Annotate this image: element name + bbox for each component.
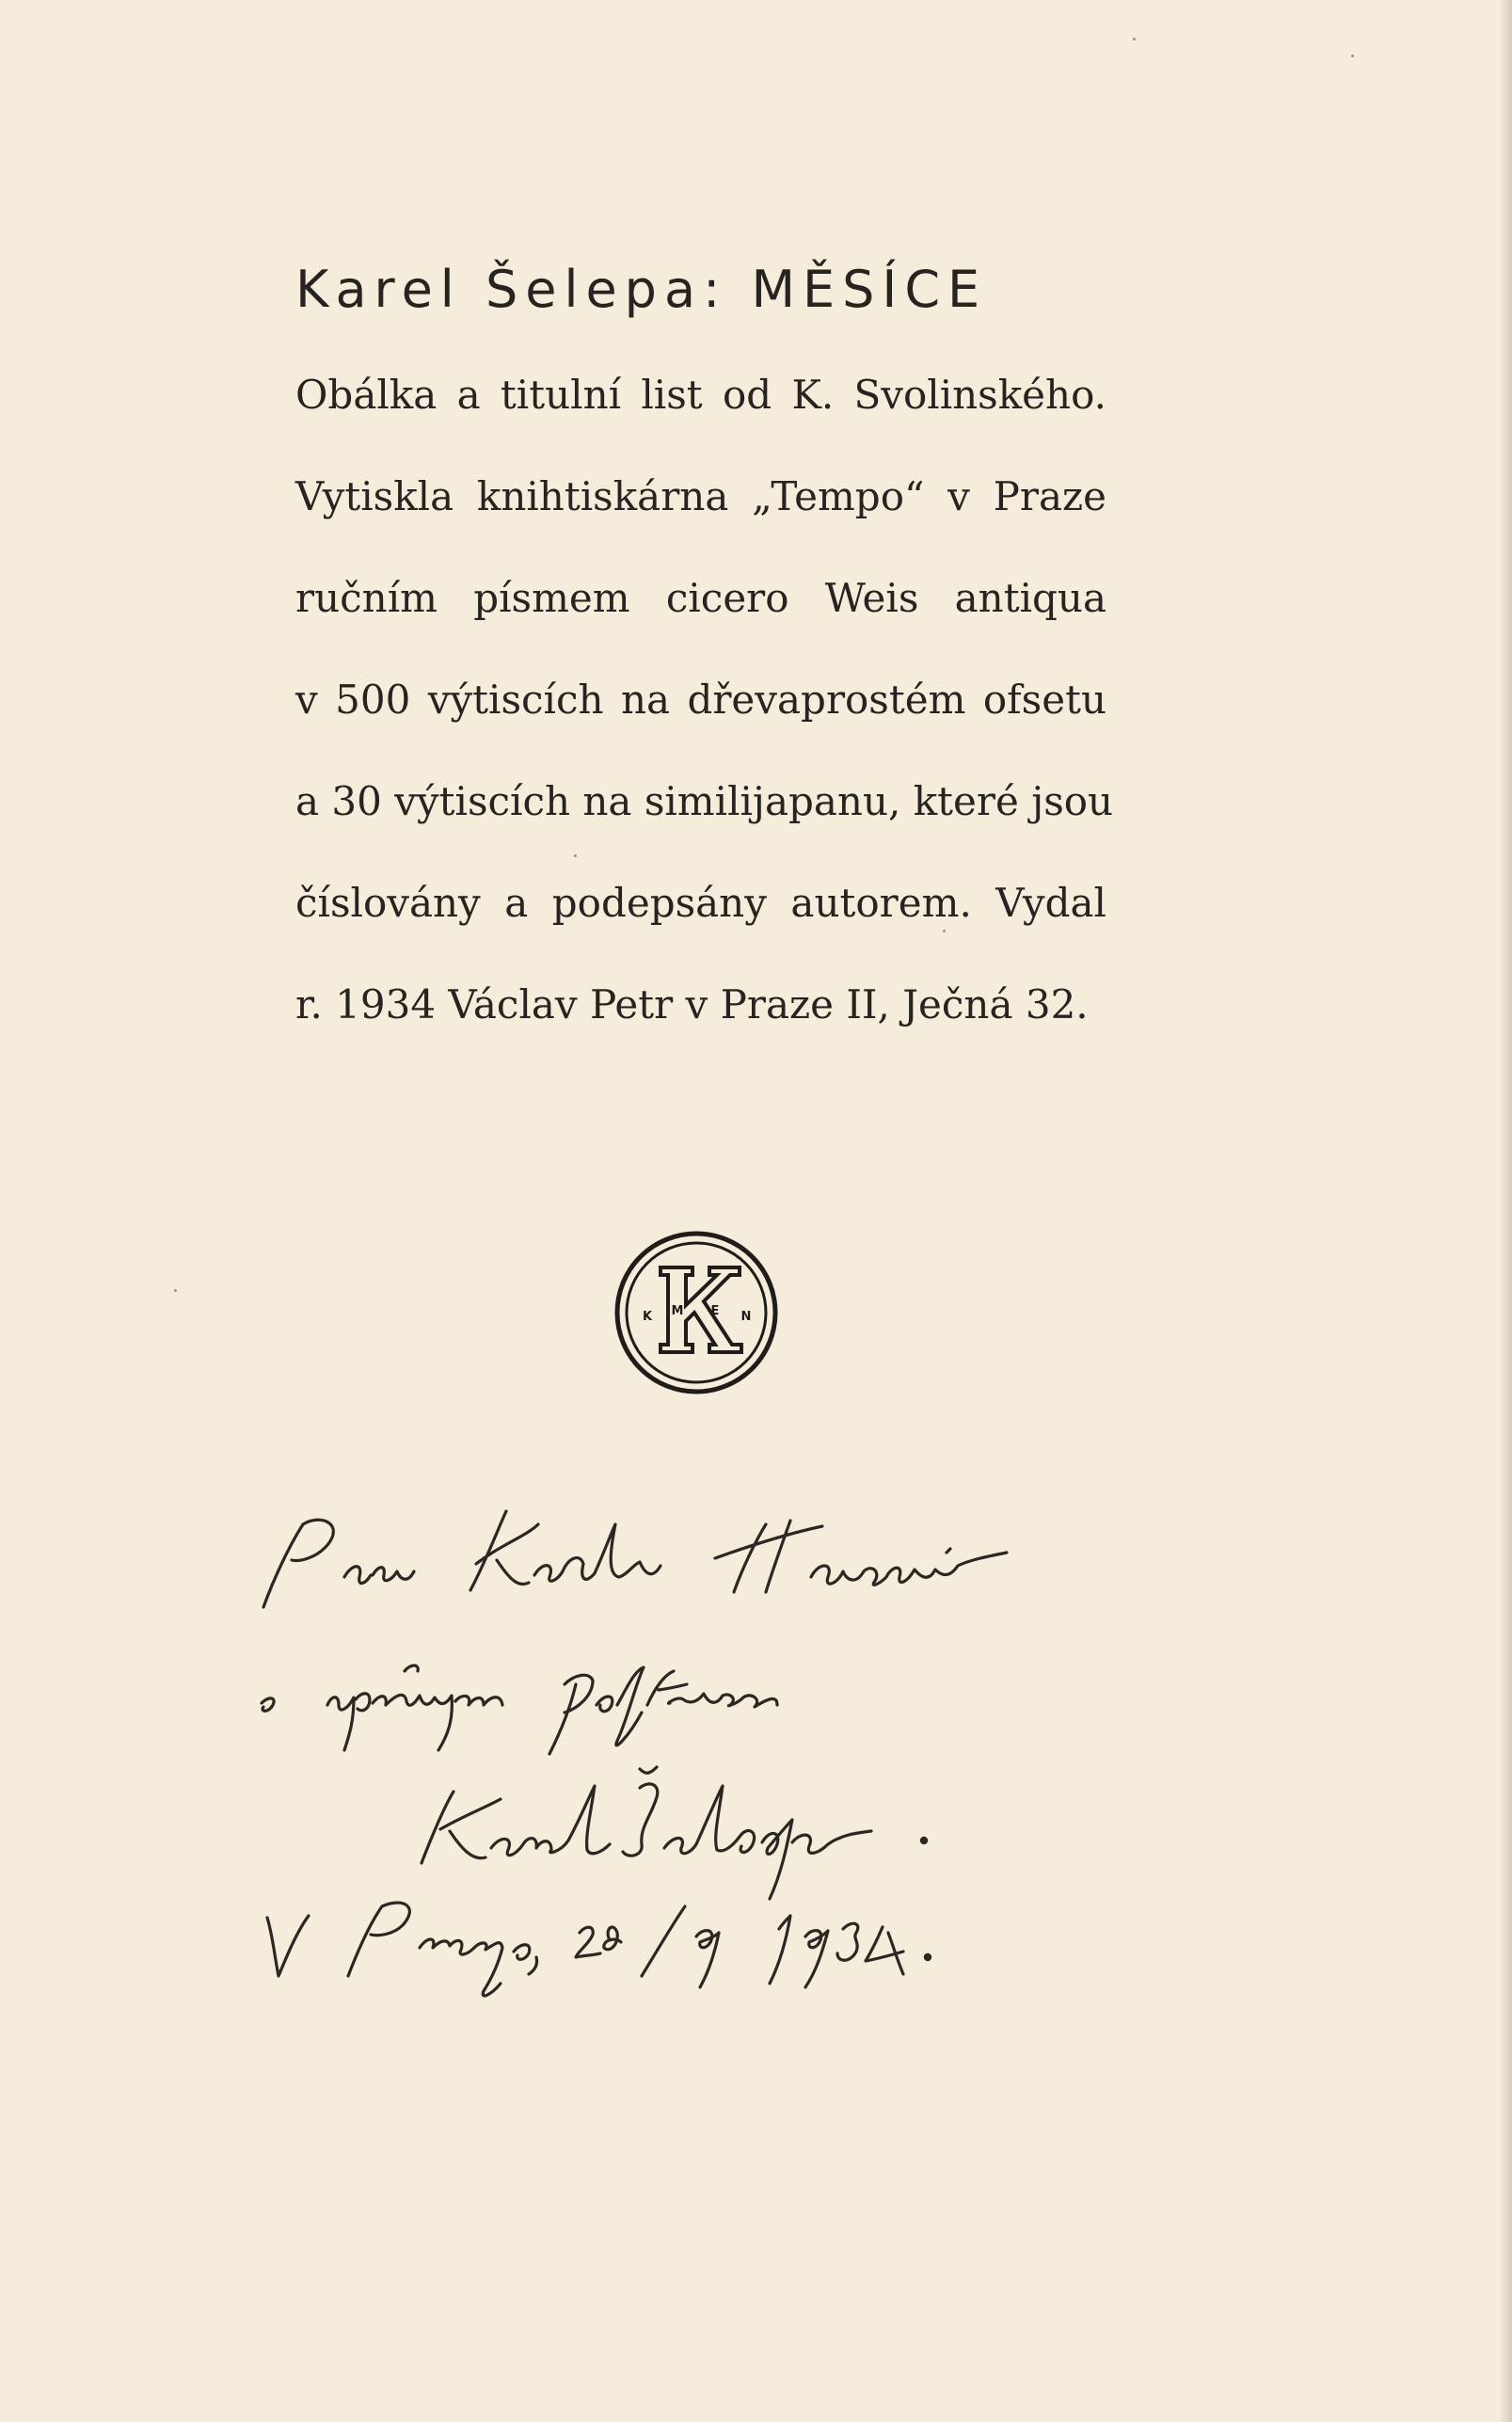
logo-small-letter: E [710,1304,720,1318]
paper-speck [1133,38,1136,40]
colophon-line: a 30 výtiscích na similijapanu, které jsou [295,778,1114,824]
page-edge-shadow [1499,0,1512,2422]
colophon-line: Vytiskla knihtiskárna „Tempo“ v Praze [295,473,1106,519]
title-work: MĚSÍCE [751,260,988,319]
colophon-line: číslovány a podepsány autorem. Vydal [295,880,1106,926]
paper-speck [1351,55,1354,57]
handwriting-line-4 [267,1903,931,1996]
colophon-block [295,252,1114,1056]
title-separator: : [703,260,728,319]
colophon-line: ručním písmem cicero Weis antiqua [295,575,1106,621]
colophon-line: Obálka a titulní list od K. Svolinského. [295,372,1106,418]
logo-small-letter: K [642,1310,653,1324]
paper-speck [174,1289,177,1292]
logo-small-letter: M [671,1304,684,1318]
publisher-logo-icon [612,1228,781,1397]
handwriting-line-1 [263,1511,1007,1607]
colophon-title [295,252,1106,327]
colophon-line: r. 1934 Václav Petr v Praze II, Ječná 32. [295,981,1089,1028]
logo-small-letter: N [740,1310,752,1324]
title-author: Karel Šelepa [295,260,704,319]
handwriting-line-3 [422,1767,927,1899]
paper-speck [943,930,946,932]
paper-speck [574,854,577,857]
handwritten-dedication [254,1487,1176,2051]
colophon-line: v 500 výtiscích na dřevaprostém ofsetu [295,677,1106,723]
handwriting-line-2 [262,1665,777,1754]
